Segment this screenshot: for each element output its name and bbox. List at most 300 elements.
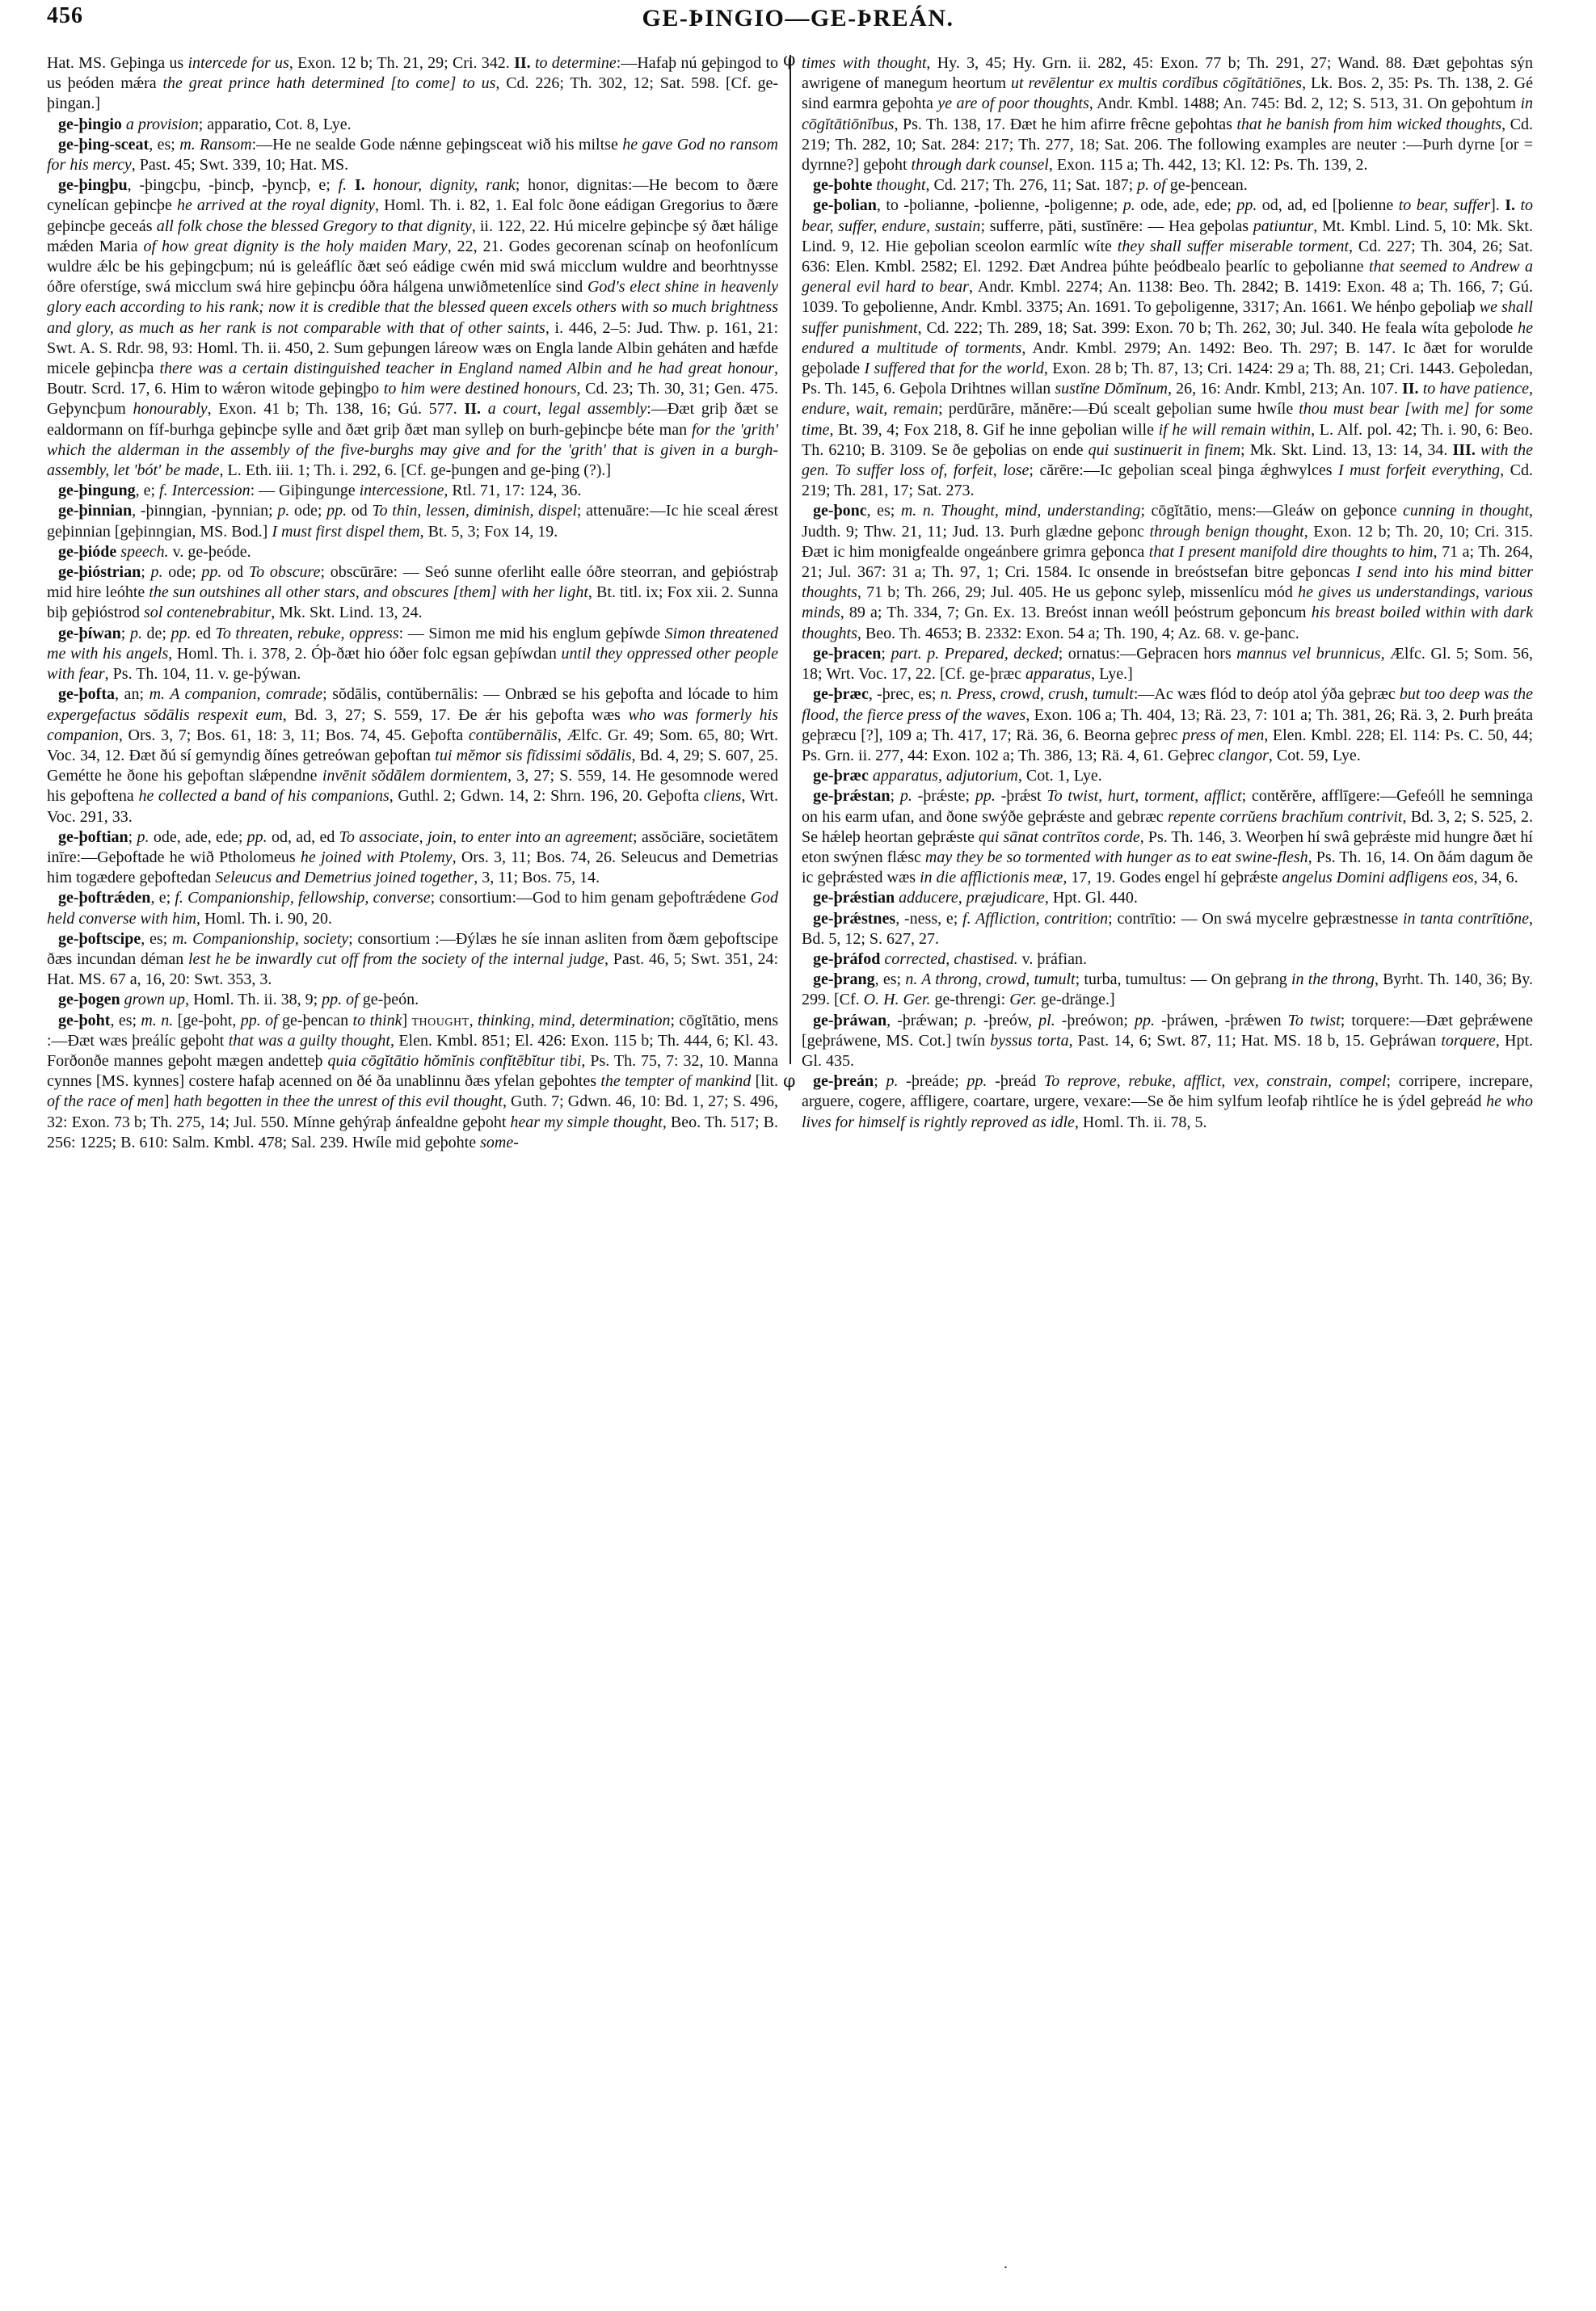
entry-text-segment: , Bt. 39, 4; Fox 218, 8. Gif he inne geþolian wille: [829, 420, 1159, 439]
entry-text-segment: ge-þracen: [813, 644, 882, 663]
entry-text-segment: , Past. 14, 6; Swt. 87, 11; Hat. MS. 18 b, 15. Geþráwan: [1068, 1031, 1442, 1050]
entry-text-segment: God's elect shine in heavenly glory each according to his rank; now it is credible that the blessed queen excels others with so much brightness and glory, as much as her rank is not comparable with that of other saints: [47, 278, 778, 337]
entry-text-segment: To twist, hurt, torment, afflict: [1046, 787, 1242, 806]
entry-text-segment: with the gen. To suffer loss of, forfeit, lose: [802, 440, 1534, 480]
two-column-body: [47, 50, 1554, 1153]
entry-ge-thofta: [47, 684, 778, 827]
entry-continuation-ge-thingian: [47, 53, 778, 115]
entry-text-segment: -þreów,: [976, 1011, 1039, 1029]
entry-ge-thrang: [802, 970, 1533, 1010]
entry-text-segment: -þrǽste;: [912, 787, 975, 806]
entry-text-segment: but too deep was the flood, the fierce press of the waves: [802, 685, 1533, 724]
entry-text-segment: n. Press, crowd, crush, tumult: [940, 685, 1134, 704]
entry-text-segment: hear my simple thought: [510, 1113, 663, 1131]
entry-text-segment: , 71 a; Th. 264, 21; Jul. 367: 31 a; Th. 97, 1; Cri. 1584. Ic onsende in breóstsefan bitre geþoncas: [802, 542, 1533, 582]
entry-ge-thogen: [47, 990, 778, 1010]
entry-text-segment: I.: [354, 176, 365, 195]
entry-text-segment: ;: [120, 624, 130, 642]
entry-ge-thiwan: [47, 624, 778, 685]
entry-text-segment: III.: [1452, 440, 1476, 459]
entry-text-segment: times with thought: [802, 54, 927, 72]
entry-text-segment: thought: [411, 1011, 470, 1029]
entry-text-segment: ; assŏciāre, societātem inīre:—Geþoftade he wið Ptholomeus: [47, 827, 778, 866]
entry-ge-thingthu: [47, 175, 778, 481]
entry-text-segment: ge-þrǽstan: [813, 787, 891, 806]
entry-ge-thonc: [802, 501, 1533, 643]
entry-text-segment: ode, ade, ede;: [1135, 196, 1237, 215]
entry-text-segment: I must first dispel them: [272, 522, 420, 541]
entry-text-segment: of how great dignity is the holy maiden Mary: [143, 237, 448, 255]
entry-text-segment: pp.: [171, 624, 192, 642]
entry-text-segment: press of men: [1182, 726, 1265, 744]
entry-text-segment: they shall suffer miserable torment: [1117, 237, 1350, 255]
entry-text-segment: , Andr. Kmbl. 2979; An. 1492: Beo. Th. 297; B. 147. Ic ðæt for worulde geþolade: [802, 339, 1533, 378]
column-divider: [783, 50, 796, 1092]
entry-text-segment: ge-þráwan: [813, 1011, 887, 1029]
entry-text-segment: cliens: [703, 787, 742, 806]
entry-text-segment: hath begotten in thee the unrest of this evil thought: [173, 1092, 503, 1111]
entry-text-segment: , Cot. 1, Lye.: [1017, 767, 1102, 785]
entry-text-segment: until they oppressed other people with fear: [47, 644, 778, 684]
entry-text-segment: ge-þofta: [58, 685, 115, 704]
entry-text-segment: contŭbernālis: [468, 726, 558, 744]
entry-text-segment: , Bt. 5, 3; Fox 14, 19.: [419, 522, 558, 541]
entry-text-segment: , Beo. Th. 517; B. 256: 1225; B. 610: Salm. Kmbl. 478; Sal. 239. Hwíle mid geþohte: [47, 1113, 778, 1151]
entry-text-segment: , Cd. 217; Th. 276, 11; Sat. 187;: [925, 176, 1138, 195]
entry-text-segment: intercessione: [359, 482, 444, 500]
entry-text-segment: [ge-þoht,: [173, 1011, 241, 1029]
entry-text-segment: apparatus: [1025, 665, 1092, 684]
entry-text-segment: patiuntur: [1253, 217, 1314, 235]
entry-text-segment: , Homl. Th. ii. 38, 9;: [185, 991, 322, 1009]
entry-text-segment: ode;: [289, 502, 327, 520]
entry-text-segment: we shall suffer punishment: [802, 298, 1533, 337]
entry-text-segment: , Hpt. Gl. 435.: [802, 1031, 1534, 1070]
entry-ge-thracen: [802, 644, 1533, 684]
entry-ge-thraestan: [802, 786, 1533, 888]
entry-text-segment: in die afflictionis meæ: [920, 869, 1063, 887]
entry-text-segment: II.: [1401, 380, 1419, 398]
entry-text-segment: speech.: [120, 542, 169, 561]
entry-ge-thingio: [47, 115, 778, 135]
entry-text-segment: ; Mk. Skt. Lind. 13, 13: 14, 34.: [1240, 440, 1453, 459]
entry-text-segment: , Guth. 7; Gdwn. 46, 10: Bd. 1, 27; S. 496, 32: Exon. 73 b; Th. 275, 14; Jul. 550. Mínne gehýraþ ánfealdne geþoht: [47, 1092, 778, 1131]
entry-text-segment: pp. of: [322, 991, 359, 1009]
entry-text-segment: , Homl. Th. i. 90, 20.: [196, 909, 332, 928]
entry-text-segment: ; torquere:—Ðæt geþrǽwene [geþráwene, MS. Cot.] twín: [802, 1011, 1533, 1050]
entry-text-segment: , Ps. Th. 146, 3. Weorþen hí swâ geþrǽste mid hungre ðæt hí eton swýnen flǽsc: [802, 827, 1533, 866]
entry-text-segment: p.: [137, 827, 149, 846]
entry-text-segment: if he will remain within: [1158, 420, 1312, 439]
entry-ge-thoftian: [47, 827, 778, 889]
entry-text-segment: , Guthl. 2; Gdwn. 14, 2: Shrn. 196, 20. Geþofta: [389, 787, 704, 806]
entry-text-segment: I must forfeit everything: [1337, 461, 1501, 480]
entry-text-segment: p.: [1122, 196, 1135, 215]
entry-text-segment: , Ælfc. Gl. 5; Som. 56, 18; Wrt. Voc. 17, 22. [Cf. ge-þræc: [802, 644, 1533, 684]
entry-text-segment: may they be so tormented with hunger as to eat swine-flesh: [924, 848, 1308, 866]
entry-text-segment: , Bd. 5, 12; S. 627, 27.: [802, 909, 1533, 948]
entry-text-segment: ge-þrǽstian: [813, 889, 895, 907]
entry-text-segment: , Ps. Th. 104, 11. v. ge-þýwan.: [104, 665, 301, 684]
entry-text-segment: apparatus, adjutorium: [872, 767, 1018, 785]
entry-text-segment: v. þráfian.: [1017, 949, 1087, 968]
entry-text-segment: , -þinngian, -þynnian;: [132, 502, 278, 520]
entry-text-segment: ; apparatio, Cot. 8, Lye.: [198, 115, 352, 133]
entry-text-segment: , Elen. Kmbl. 228; El. 114: Ps. C. 50, 44; Ps. Grn. ii. 277, 44: Exon. 102 a; Th. 386, 13; Rä. 4, 61. Geþrec: [802, 726, 1533, 764]
entry-text-segment: ge-þráfod: [813, 949, 881, 968]
entry-text-segment: , L. Eth. iii. 1; Th. i. 292, 6. [Cf. ge-þungen and ge-þing (?).]: [219, 461, 612, 480]
entry-ge-thoftraeden: [47, 888, 778, 928]
entry-text-segment: ge-þreán: [813, 1072, 874, 1091]
entry-text-segment: clangor: [1218, 746, 1269, 764]
entry-text-segment: pp.: [246, 827, 267, 846]
entry-text-segment: of the race of men: [47, 1092, 164, 1111]
entry-text-segment: , Andr. Kmbl. 1488; An. 745: Bd. 2, 12; S. 513, 31. On geþohtum: [1089, 95, 1521, 113]
entry-text-segment: , Exon. 12 b; Th. 21, 29; Cri. 342.: [288, 54, 515, 72]
printers-mark-bottom-icon: φ: [783, 1071, 796, 1092]
entry-text-segment: pp.: [1236, 196, 1257, 215]
entry-text-segment: , Boutr. Scrd. 17, 6. Him to wǽron witode geþingþo: [47, 360, 778, 398]
entry-text-segment: pp. of: [240, 1011, 278, 1029]
entry-text-segment: to have patience, endure, wait, remain: [802, 380, 1534, 419]
entry-text-segment: that he banish from him wicked thoughts: [1236, 115, 1502, 133]
right-column: [802, 53, 1533, 1153]
entry-text-segment: quia cōgĭtātio hŏmĭnis confĭtēbĭtur tibi: [327, 1051, 582, 1070]
entry-text-segment: ge-þogen: [58, 991, 120, 1009]
entry-text-segment: , i. 446, 2–5: Jud. Thw. p. 161, 21: Swt. A. S. Rdr. 98, 93: Homl. Th. ii. 450, 2. Sum geþungen láreow wæs on Engla lande Albin geháten and hæfde micele geþincþa: [47, 318, 778, 378]
left-column: [47, 53, 778, 1153]
entry-text-segment: I.: [1505, 196, 1516, 215]
entry-text-segment: p.: [129, 624, 142, 642]
entry-text-segment: honourably: [133, 400, 208, 419]
entry-text-segment: ode;: [162, 563, 202, 582]
entry-text-segment: Simon threatened me with his angels: [47, 624, 778, 663]
entry-text-segment: , Rtl. 71, 17: 124, 36.: [444, 482, 582, 500]
entry-text-segment: , Cd. 219; Th. 282, 10; Sat. 284: 217; Th. 277, 18; Sat. 206. The following examples are neuter :—Þurh dyrne [or = dyrnne?] geþoht: [802, 115, 1534, 175]
entry-ge-thiostrian: [47, 562, 778, 624]
entry-text-segment: , Bd. 3, 2; S. 525, 2. Se hǽleþ heortan geþrǽste: [802, 807, 1533, 846]
entry-text-segment: ge-þingþu: [58, 176, 128, 195]
entry-text-segment: ; cōgĭtātio, mens:—Gleáw on geþonce: [1140, 502, 1403, 520]
entry-text-segment: , to -þolianne, -þolienne, -þoligenne;: [876, 196, 1123, 215]
entry-text-segment: byssus torta: [990, 1031, 1069, 1050]
entry-text-segment: ge-þoftscipe: [58, 929, 141, 948]
entry-text-segment: , 3, 27; S. 559, 14. He gesomnode wered his geþoftena: [47, 767, 779, 806]
entry-text-segment: ed: [191, 624, 216, 642]
entry-text-segment: he who lives for himself is rightly reproved as idle: [802, 1092, 1533, 1131]
entry-text-segment: to bear, suffer: [1398, 196, 1491, 215]
entry-ge-tholian: [802, 196, 1533, 501]
entry-text-segment: , 89 a; Th. 334, 7; Gn. Ex. 13. Breóst innan weóll þeóstrum geþoncum: [840, 604, 1312, 622]
entry-ge-thraestnes: [802, 909, 1533, 949]
entry-text-segment: ge-þióstrian: [58, 563, 141, 582]
entry-text-segment: , -þingcþu, -þincþ, -þyncþ, e;: [127, 176, 339, 195]
entry-text-segment: :—He ne sealde Gode nǽnne geþingsceat wið his miltse: [251, 135, 623, 154]
entry-text-segment: for the 'grith' which the alderman in the assembly of the five-burghs may give and for the 'grith' that is given in a burgh-assembly, let 'bót' be made: [47, 420, 778, 480]
entry-ge-thraestian: [802, 888, 1533, 908]
entry-text-segment: :—Hafaþ nú geþingod to us þeóden mǽra: [47, 54, 779, 93]
entry-text-segment: p. of: [1137, 176, 1166, 195]
entry-text-segment: , Exon. 106 a; Th. 404, 13; Rä. 23, 7: 101 a; Th. 381, 26; Rä. 3, 2. Þurh þreáta geþræcu [?], 109 a; Th. 417, 17; Rä. 36, 6. Beorna geþrec: [802, 705, 1533, 744]
entry-text-segment: ge-þeón.: [358, 991, 419, 1009]
entry-text-segment: pp.: [326, 502, 347, 520]
entry-text-segment: , 26, 16: Andr. Kmbl, 213; An. 107.: [1167, 380, 1402, 398]
entry-text-segment: , -þrǽwan;: [886, 1011, 965, 1029]
entry-text-segment: , 71 b; Th. 266, 29; Jul. 405. He us geþonc syleþ, missenlícu mód: [857, 583, 1299, 602]
entry-text-segment: f.: [338, 176, 347, 195]
page-number: 456: [47, 3, 83, 28]
entry-text-segment: To thin, lessen, diminish, dispel: [372, 502, 577, 520]
entry-text-segment: II.: [464, 400, 482, 419]
entry-text-segment: mannus vel brunnicus: [1236, 644, 1381, 663]
entry-text-segment: ; turba, tumultus: — On geþrang: [1075, 970, 1291, 989]
entry-text-segment: , Lk. Bos. 2, 35: Ps. Th. 138, 2. Gé sind earmra geþohta: [802, 74, 1534, 113]
entry-text-segment: ]: [402, 1011, 412, 1029]
entry-text-segment: in tanta contrītiōne: [1403, 909, 1529, 928]
entry-text-segment: p.: [277, 502, 290, 520]
entry-ge-thohte: [802, 175, 1533, 196]
entry-text-segment: ;: [128, 827, 137, 846]
entry-ge-thing-sceat: [47, 135, 778, 175]
entry-text-segment: thought: [876, 176, 926, 195]
entry-text-segment: I suffered that for the world: [864, 360, 1044, 378]
entry-text-segment: all folk chose the blessed Gregory to that dignity: [156, 217, 472, 235]
entry-text-segment: he gave God no ransom for his mercy: [47, 135, 778, 175]
entry-text-segment: [481, 400, 488, 418]
entry-text-segment: , Beo. Th. 4653; B. 2332: Exon. 54 a; Th. 190, 4; Az. 68. v. ge-þanc.: [857, 624, 1299, 642]
entry-text-segment: Hat. MS. Geþinga us: [47, 54, 188, 72]
entry-text-segment: ; attenuāre:—Ic hie sceal ǽrest geþinnian [geþinngian, MS. Bod.]: [47, 502, 778, 541]
entry-text-segment: ge-þræc: [813, 685, 869, 704]
entry-text-segment: v. ge-þeóde.: [168, 542, 251, 561]
entry-text-segment: , Wrt. Voc. 291, 33.: [47, 787, 778, 826]
entry-text-segment: , Ors. 3, 11; Bos. 74, 26. Seleucus and Demetrias him togædere geþoftedan: [47, 848, 779, 887]
entry-text-segment: invēnit sŏdālem dormientem: [322, 767, 507, 785]
entry-text-segment: ; cărēre:—Ic geþolian sceal þinga ǽghwylces: [1029, 461, 1338, 480]
entry-text-segment: , Cot. 59, Lye.: [1268, 746, 1361, 764]
entry-text-segment: ge-þræc: [813, 767, 869, 785]
entry-text-segment: , Cd. 222; Th. 289, 18; Sat. 399: Exon. 70 b; Th. 262, 30; Jul. 340. He feala wíta geþolode: [917, 318, 1518, 337]
entry-text-segment: p.: [886, 1072, 899, 1091]
entry-text-segment: : — Simon me mid his englum geþíwde: [398, 624, 665, 642]
entry-text-segment: to him were destined honours: [383, 380, 577, 398]
entry-text-segment: To associate, join, to enter into an agreement: [339, 827, 633, 846]
entry-ge-thinnian: [47, 501, 778, 541]
entry-text-segment: ge-þingio: [58, 115, 126, 133]
entry-text-segment: f. Companionship, fellowship, converse: [175, 889, 431, 907]
entry-text-segment: , Exon. 115 a; Th. 442, 13; Kl. 12: Ps. Th. 139, 2.: [1048, 156, 1368, 175]
entry-text-segment: , Lye.]: [1091, 665, 1133, 684]
entry-text-segment: , Mk. Skt. Lind. 13, 24.: [271, 604, 423, 622]
entry-text-segment: his breast boiled within with dark thoughts: [802, 604, 1533, 642]
entry-text-segment: ge-þióde: [58, 542, 117, 561]
entry-text-segment: pp.: [975, 787, 996, 806]
entry-text-segment: tui mĕmor sis fīdissimi sŏdālis: [435, 746, 632, 764]
entry-text-segment: , es;: [874, 970, 906, 989]
entry-text-segment: , Ælfc. Gr. 49; Som. 65, 80; Wrt. Voc. 34, 12. Ðæt ðú sí gemyndig ðínes getreówan geþoftan: [47, 726, 778, 764]
entry-text-segment: ge-þoht: [58, 1011, 111, 1029]
entry-text-segment: ;: [890, 787, 900, 806]
page-title: GE-ÞINGIO—GE-ÞREÁN.: [642, 5, 954, 32]
entry-text-segment: m. Ransom: [179, 135, 252, 154]
entry-text-segment: I send into his mind bitter thoughts: [802, 563, 1534, 602]
entry-ge-thingung: [47, 481, 778, 501]
entry-text-segment: ; sŏdālis, contŭbernālis: — Onbræd se his geþofta and lócade to him: [322, 685, 779, 704]
entry-text-segment: ;: [141, 563, 151, 582]
entry-ge-thraec: [802, 684, 1533, 766]
entry-text-segment: , -þrec, es;: [868, 685, 941, 704]
entry-text-segment: : — Giþingunge: [250, 482, 360, 500]
entry-text-segment: f. Affliction, contrition: [962, 909, 1109, 928]
entry-text-segment: , Cd. 219; Th. 281, 17; Sat. 273.: [802, 461, 1533, 500]
entry-text-segment: -þreád: [987, 1072, 1044, 1091]
entry-text-segment: who was formerly his companion: [47, 705, 779, 744]
page-bottom-mark: .: [1004, 2254, 1008, 2272]
entry-text-segment: grown up: [124, 991, 186, 1009]
entry-text-segment: , an;: [114, 685, 149, 704]
entry-text-segment: , Ps. Th. 75, 7: 32, 10. Manna cynnes [MS. kynnes] costere hafaþ acenned on ðé ða unablinnu ðæs yfelan geþohtes: [47, 1051, 778, 1091]
entry-text-segment: , Cd. 226; Th. 302, 12; Sat. 598. [Cf. ge-þingan.]: [47, 74, 778, 113]
entry-text-segment: thinking, mind, determination: [478, 1011, 671, 1029]
entry-text-segment: ge-þing-sceat: [58, 135, 149, 154]
entry-text-segment: m. n.: [141, 1011, 174, 1029]
entry-text-segment: lest he be inwardly cut off from the society of the internal judge: [187, 949, 605, 968]
entry-text-segment: m. Companionship, society: [171, 929, 349, 948]
entry-text-segment: To reprove, rebuke, afflict, vex, constrain, compel: [1043, 1072, 1387, 1091]
entry-ge-thraec-apparatus: [802, 766, 1533, 786]
entry-text-segment: ge-þinnian: [58, 502, 133, 520]
entry-text-segment: , Past. 45; Swt. 339, 10; Hat. MS.: [131, 156, 349, 175]
entry-text-segment: m. A companion, comrade: [149, 685, 323, 704]
entry-text-segment: -þráwen, -þrǽwen: [1155, 1011, 1288, 1029]
entry-text-segment: od: [347, 502, 373, 520]
entry-text-segment: -þreówon;: [1055, 1011, 1135, 1029]
entry-text-segment: ; ornatus:—Geþracen hors: [1058, 644, 1237, 663]
entry-text-segment: , Mt. Kmbl. Lind. 5, 10: Mk. Skt. Lind. 9, 12. Hie geþolian sceolon earmlíc wíte: [802, 217, 1533, 255]
entry-text-segment: ; obscūrāre: — Seó sunne oferliht ealle óðre steorran, and geþióstraþ mid hire leóhte: [47, 563, 779, 602]
entry-text-segment: ge-þrǽstnes: [813, 909, 896, 928]
entry-text-segment: O. H. Ger.: [863, 991, 931, 1009]
entry-text-segment: ge-threngi:: [930, 991, 1010, 1009]
entry-text-segment: , Ors. 3, 7; Bos. 61, 18: 3, 11; Bos. 74, 45. Geþofta: [118, 726, 469, 744]
entry-text-segment: pp.: [1135, 1011, 1155, 1029]
entry-text-segment: he endured a multitude of torments: [802, 318, 1533, 357]
entry-ge-thoht: [47, 1011, 778, 1153]
entry-text-segment: , ii. 122, 22. Hú micelre geþincþe sý ðæt hálige mǽden Maria: [47, 217, 778, 255]
entry-text-segment: ge-þoftrǽden: [58, 889, 151, 907]
entry-text-segment: , L. Alf. pol. 42; Th. i. 90, 6: Beo. Th. 6210; B. 3109. Se ðe geþolias on ende: [802, 420, 1533, 459]
entry-text-segment: sustĭne Dŏmĭnum: [1055, 380, 1168, 398]
entry-text-segment: honour, dignity, rank: [373, 176, 516, 195]
entry-text-segment: , 34, 6.: [1473, 869, 1518, 887]
entry-text-segment: qui sānat contrītos corde: [978, 827, 1140, 846]
entry-text-segment: he collected a band of his companions: [138, 787, 390, 806]
entry-ge-thrafod: [802, 949, 1533, 970]
entry-text-segment: ye are of poor thoughts: [937, 95, 1089, 113]
entry-text-segment: ; consortium:—God to him genam geþoftrǽdene: [430, 889, 751, 907]
entry-text-segment: cunning in thought: [1402, 502, 1530, 520]
entry-text-segment: a court, legal assembly: [487, 400, 647, 419]
entry-text-segment: there was a certain distinguished teacher in England named Albin and he had great honour: [159, 360, 774, 378]
entry-ge-thoftscipe: [47, 929, 778, 991]
entry-text-segment: , Homl. Th. i. 82, 1. Eal folc ðone eádigan Gregorius to ðære geþincþe geceás: [47, 196, 778, 235]
entry-text-segment: Ger.: [1009, 991, 1038, 1009]
entry-text-segment: he joined with Ptolemy: [300, 848, 453, 866]
entry-text-segment: ;: [881, 644, 891, 663]
entry-text-segment: , Homl. Th. i. 378, 2. Óþ-ðæt hio óðer folc egsan geþíwdan: [168, 644, 562, 663]
entry-text-segment: ge-þrang: [813, 970, 875, 989]
entry-text-segment: p.: [964, 1011, 977, 1029]
entry-text-segment: , 17, 19. Godes engel hí geþrǽste: [1063, 869, 1282, 887]
entry-text-segment: :—Ac wæs flód to deóp atol ýða geþræc: [1133, 685, 1400, 704]
entry-text-segment: ;: [874, 1072, 886, 1091]
entry-text-segment: n. A throng, crowd, tumult: [905, 970, 1076, 989]
entry-text-segment: ge-þingung: [58, 482, 136, 500]
entry-ge-thiode: [47, 542, 778, 562]
entry-text-segment: , Andr. Kmbl. 2274; An. 1138: Beo. Th. 2842; B. 1419: Exon. 48 a; Th. 166, 7; Gú. 1039. To geþolienne, Andr. Kmbl. 3375; An. 1691. To geþoligenne, 3317; An. 1661. We hénþo geþoliaþ: [802, 278, 1533, 317]
entry-text-segment: intercede for us: [187, 54, 289, 72]
entry-text-segment: , Cd. 23; Th. 30, 31; Gen. 475. Geþyncþum: [47, 380, 778, 419]
entry-text-segment: , Exon. 12 b; Th. 20, 10; Cri. 315. Ðæt ic him monigfealde ongeánbere grimra geþonca: [802, 522, 1533, 561]
entry-text-segment: od, ad, ed: [267, 827, 339, 846]
entry-text-segment: -þreáde;: [898, 1072, 967, 1091]
entry-text-segment: p.: [150, 563, 163, 582]
entry-text-segment: , Ps. Th. 138, 17. Ðæt he him afirre frêcne geþohtas: [894, 115, 1237, 133]
entry-text-segment: To threaten, rebuke, oppress: [215, 624, 399, 642]
entry-text-segment: ].: [1490, 196, 1505, 215]
entry-text-segment: p.: [899, 787, 912, 806]
entry-text-segment: through dark counsel: [911, 156, 1049, 175]
entry-text-segment: [347, 176, 355, 194]
entry-text-segment: God held converse with him: [47, 889, 778, 928]
entry-text-segment: :—Ðæt griþ ðæt se ealdormann on fíf-burhga geþincþe sylle and ðæt griþ ðæt man sylleþ on burh-geþincþe béte man: [47, 400, 778, 439]
entry-text-segment: , Judth. 9; Thw. 21, 11; Jud. 13. Þurh glædne geþonc: [802, 502, 1534, 541]
entry-text-segment: , Bd. 3, 27; S. 559, 17. Ðe ǽr his geþofta wæs: [282, 705, 629, 724]
entry-text-segment: ge-þonc: [813, 502, 867, 520]
entry-text-segment: ; cōgĭtātio, mens :—Ðæt wæs þreálíc geþoht: [47, 1011, 778, 1050]
entry-text-segment: , e;: [150, 889, 175, 907]
entry-text-segment: in cōgĭtātiōnĭbus: [802, 95, 1533, 133]
entry-text-segment: od: [221, 563, 249, 582]
entry-text-segment: through benign thought: [1149, 522, 1304, 541]
entry-text-segment: , Exon. 41 b; Th. 138, 16; Gú. 577.: [207, 400, 465, 419]
entry-text-segment: To twist: [1287, 1011, 1341, 1029]
entry-text-segment: the great prince hath determined [to come] to us: [162, 74, 496, 93]
entry-text-segment: ; contrītio: — On swá mycelre geþræstnesse: [1108, 909, 1403, 928]
entry-text-segment: , Byrht. Th. 140, 36; By. 299. [Cf.: [802, 970, 1534, 1009]
entry-text-segment: ; honor, dignitas:—He becom to ðære cynelícan geþincþe: [47, 176, 778, 215]
entry-text-segment: m. n. Thought, mind, understanding: [900, 502, 1141, 520]
entry-text-segment: Seleucus and Demetrius joined together: [215, 869, 474, 887]
entry-text-segment: , Hy. 3, 45; Hy. Grn. ii. 282, 45: Exon. 77 b; Th. 291, 27; Wand. 88. Ðæt geþohtas sýn awrigene of manegum heortum: [802, 54, 1534, 93]
entry-text-segment: ; corripere, increpare, arguere, cogere, affligere, coartare, urgere, vexare:—Se ðe him sylfum leofaþ rihtlíce he is ýdel geþreád: [802, 1072, 1534, 1111]
entry-ge-threan: [802, 1071, 1533, 1133]
entry-text-segment: a provision: [125, 115, 199, 133]
entry-text-segment: [365, 176, 373, 194]
entry-text-segment: adducere, præjudicare: [899, 889, 1045, 907]
entry-text-segment: To obscure: [248, 563, 321, 582]
entry-text-segment: , -ness, e;: [895, 909, 963, 928]
entry-text-segment: to determine: [534, 54, 617, 72]
entry-text-segment: ge-þohte: [813, 176, 873, 195]
entry-text-segment: , es;: [866, 502, 901, 520]
entry-text-segment: , 22, 21. Godes gecorenan scínaþ on heofonlícum wuldre ǽlc be his geþingcþum; nú is geleáflíc ðæt seó eádige cwén mid swá micclum wuldre and beorhtnysse óðre oferstíge, swá micclum swá hire geþincþu óðra hálgena unwiðmetenlíce sind: [47, 237, 779, 297]
entry-text-segment: f. Intercession: [159, 482, 251, 500]
entry-text-segment: to bear, suffer, endure, sustain: [802, 196, 1533, 235]
entry-text-segment: ge-þoftian: [58, 827, 128, 846]
entry-text-segment: , Past. 46, 5; Swt. 351, 24: Hat. MS. 67 a, 16, 20: Swt. 353, 3.: [47, 949, 779, 989]
entry-text-segment: to think: [352, 1011, 402, 1029]
